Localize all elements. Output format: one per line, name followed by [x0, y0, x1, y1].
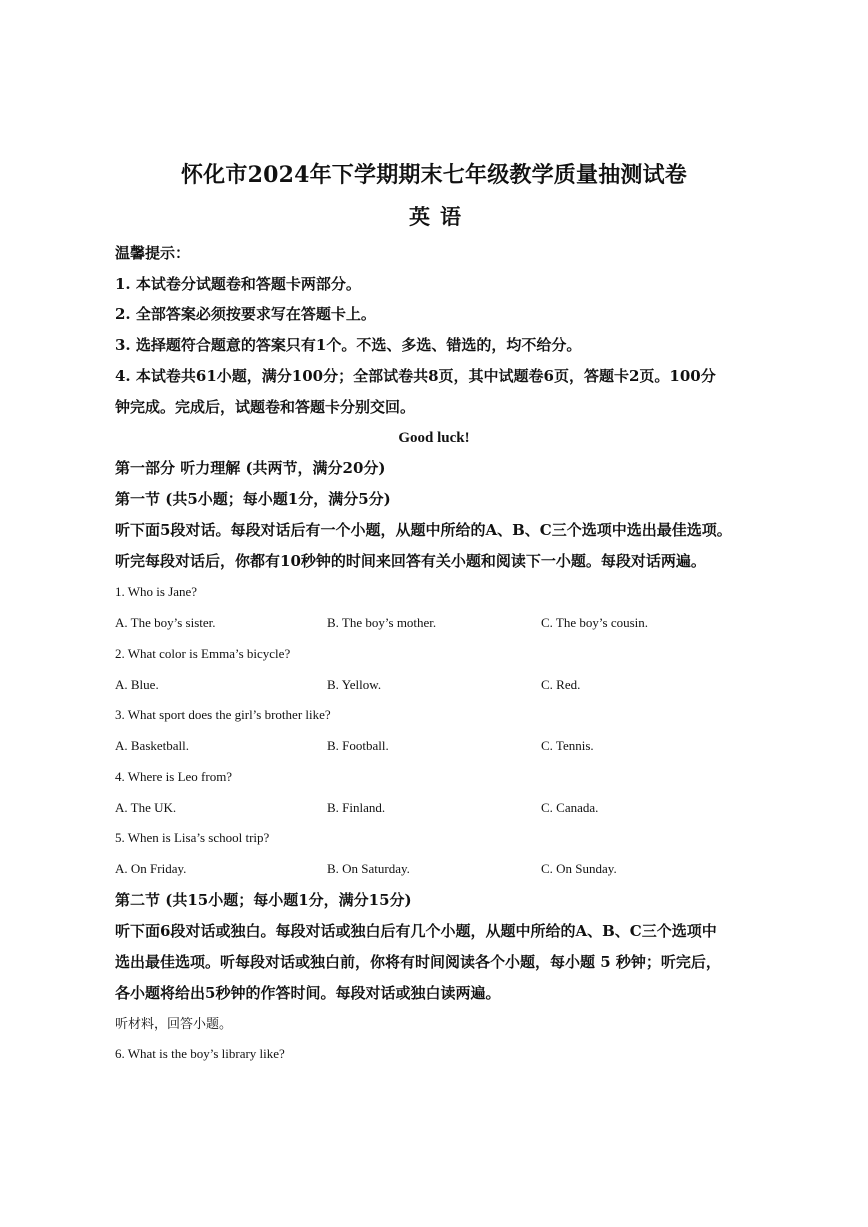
subject-title: 英语 — [409, 204, 471, 229]
option-b: B. Finland. — [327, 800, 386, 815]
section2-instruction: 各小题将给出5秒钟的作答时间。每段对话或独白读两遍。 — [115, 984, 501, 1002]
part1-heading: 第一部分 听力理解 (共两节，满分20分) — [115, 459, 386, 477]
option-c: C. Red. — [541, 677, 581, 692]
option-b: B. Football. — [327, 738, 389, 753]
section2-instruction: 听下面6段对话或独白。每段对话或独白后有几个小题，从题中所给的A、B、C三个选项中 — [115, 922, 717, 940]
option-a: A. The boy’s sister. — [115, 615, 216, 630]
question-4: 4. Where is Leo from? — [115, 769, 233, 784]
option-a: A. Basketball. — [115, 738, 190, 753]
question-2: 2. What color is Emma’s bicycle? — [115, 646, 291, 661]
section1-instruction: 听完每段对话后，你都有10秒钟的时间来回答有关小题和阅读下一小题。每段对话两遍。 — [115, 552, 706, 570]
question-5: 5. When is Lisa’s school trip? — [115, 830, 270, 845]
section2-instruction: 选出最佳选项。听每段对话或独白前，你将有时间阅读各个小题，每小题 5 秒钟；听完后， — [115, 953, 721, 971]
material-note: 听材料，回答小题。 — [115, 1016, 233, 1031]
section1-instruction: 听下面5段对话。每段对话后有一个小题，从题中所给的A、B、C三个选项中选出最佳选项。 — [115, 521, 732, 539]
option-b: B. Yellow. — [327, 677, 382, 692]
exam-title: 怀化市2024年下学期期末七年级教学质量抽测试卷 — [180, 162, 688, 188]
tip-item-continued: 钟完成。完成后，试题卷和答题卡分别交回。 — [115, 398, 416, 416]
option-c: C. On Sunday. — [541, 861, 617, 876]
option-a: A. The UK. — [115, 800, 177, 815]
tip-item: 2. 全部答案必须按要求写在答题卡上。 — [115, 305, 376, 323]
good-luck-text: Good luck! — [398, 430, 470, 446]
question-3: 3. What sport does the girl’s brother like? — [115, 707, 331, 722]
option-a: A. On Friday. — [115, 861, 187, 876]
option-c: C. Canada. — [541, 800, 599, 815]
question-1: 1. Who is Jane? — [115, 584, 198, 599]
tip-item: 4. 本试卷共61小题，满分100分；全部试卷共8页，其中试题卷6页，答题卡2页。100分 — [115, 367, 716, 385]
option-c: C. The boy’s cousin. — [541, 615, 649, 630]
option-b: B. The boy’s mother. — [327, 615, 437, 630]
section1-heading: 第一节 (共5小题；每小题1分，满分5分) — [115, 490, 391, 508]
option-b: B. On Saturday. — [327, 861, 410, 876]
option-a: A. Blue. — [115, 677, 159, 692]
option-c: C. Tennis. — [541, 738, 594, 753]
question-6: 6. What is the boy’s library like? — [115, 1046, 285, 1061]
tip-item: 1. 本试卷分试题卷和答题卡两部分。 — [115, 275, 361, 293]
section2-heading: 第二节 (共15小题；每小题1分，满分15分) — [115, 891, 412, 909]
tips-heading: 温馨提示： — [115, 244, 191, 262]
tip-item: 3. 选择题符合题意的答案只有1个。不选、多选、错选的，均不给分。 — [115, 336, 582, 354]
